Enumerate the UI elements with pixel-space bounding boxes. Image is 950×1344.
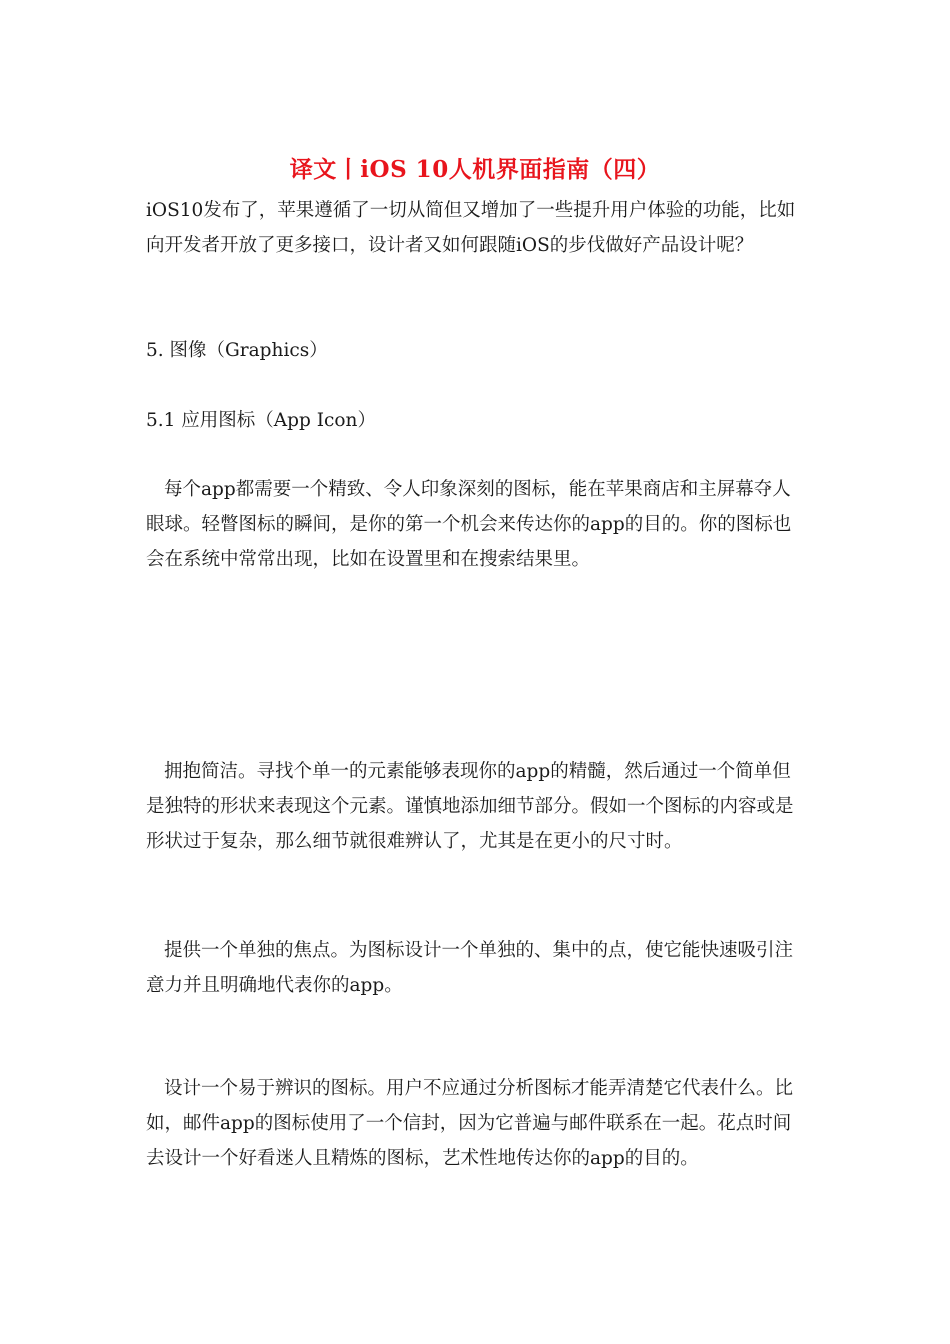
paragraph-text: 设计一个易于辨识的图标。用户不应通过分析图标才能弄清楚它代表什么。比如，邮件app的图标使用了一个信封，因为它普遍与邮件联系在一起。花点时间去设计一个好看迷人且精炼的图标，艺术性地传达你的app的目的。 [146,1078,794,1169]
body-paragraph [146,754,806,859]
body-paragraph [146,1071,806,1176]
paragraph-text: 每个app都需要一个精致、令人印象深刻的图标，能在苹果商店和主屏幕夺人眼球。轻瞥图标的瞬间，是你的第一个机会来传达你的app的目的。你的图标也会在系统中常常出现，比如在设置里和在搜索结果里。 [146,479,792,570]
intro-paragraph [146,193,806,263]
body-paragraph [146,472,806,577]
subsection-heading-text: 5.1 应用图标（App Icon） [146,410,376,431]
body-paragraph [146,933,806,1003]
paragraph-text: 提供一个单独的焦点。为图标设计一个单独的、集中的点，使它能快速吸引注意力并且明确地代表你的app。 [146,940,794,996]
intro-text: iOS10发布了，苹果遵循了一切从简但又增加了一些提升用户体验的功能，比如向开发者开放了更多接口，设计者又如何跟随iOS的步伐做好产品设计呢？ [146,200,796,256]
subsection-heading [146,403,806,438]
document-title: 译文丨iOS 10人机界面指南（四） [289,156,661,183]
section-heading [146,333,806,368]
paragraph-text: 拥抱简洁。寻找个单一的元素能够表现你的app的精髓，然后通过一个简单但是独特的形状来表现这个元素。谨慎地添加细节部分。假如一个图标的内容或是形状过于复杂，那么细节就很难辨认了，尤其是在更小的尺寸时。 [146,761,794,852]
section-heading-text: 5. 图像（Graphics） [146,340,328,361]
